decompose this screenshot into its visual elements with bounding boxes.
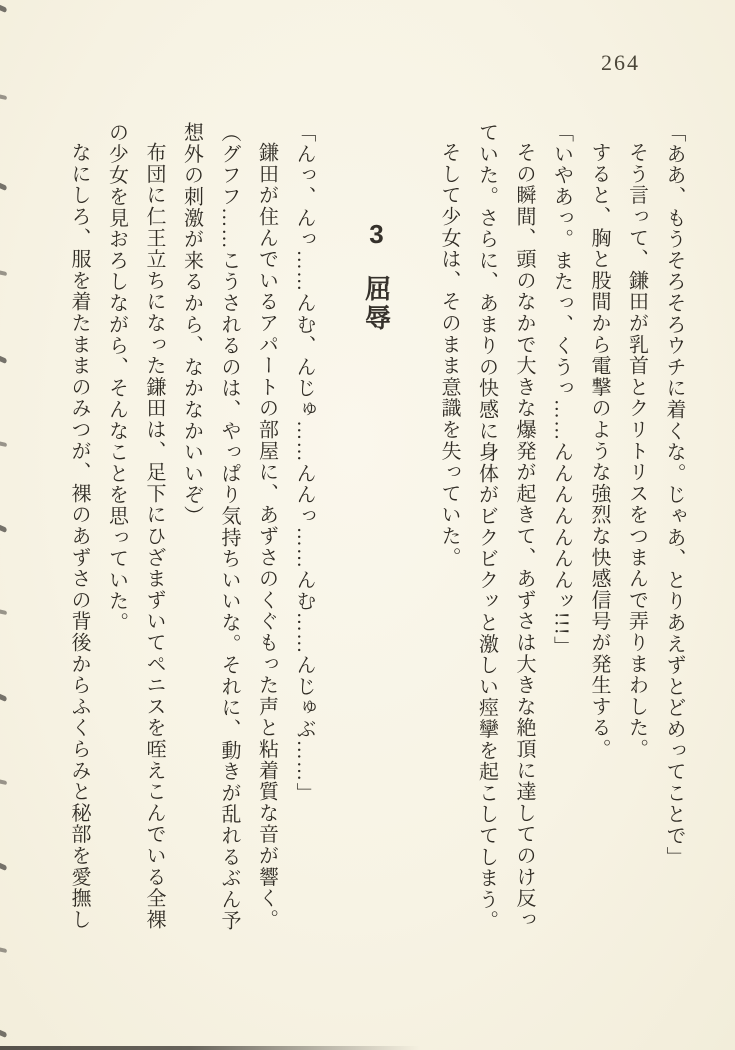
text-column: 「ああ、もうそろそろウチに着くな。じゃあ、とりあえずとどめってことで」	[663, 122, 685, 868]
text-column: 「いやあっ。またっ、くうっ……んんんんんんんッ!!!」	[550, 122, 573, 658]
binding-mark	[0, 609, 7, 615]
binding-mark	[0, 270, 7, 276]
text-column: その瞬間、頭のなかで大きな爆発が起きて、あずさは大きな絶頂に達してのけ反っ	[513, 142, 535, 931]
text-column: 布団に仁王立ちになった鎌田は、足下にひざまずいてペニスを咥えこんでいる全裸	[143, 142, 165, 931]
text-column: なにしろ、服を着たままのみつが、裸のあずさの背後からふくらみと秘部を愛撫し	[68, 142, 90, 931]
binding-mark	[0, 1029, 8, 1038]
binding-mark	[0, 779, 7, 785]
text-column: 「んっ、んっ……んむ、んじゅ……んんっ……んむ……んじゅぶ……」	[293, 122, 315, 804]
binding-mark	[0, 441, 7, 447]
binding-mark	[0, 862, 8, 871]
section-number: 3	[361, 219, 392, 252]
binding-mark	[0, 94, 7, 100]
text-column: の少女を見おろしながら、そんなことを思っていた。	[105, 122, 128, 634]
binding-mark	[0, 947, 7, 953]
text-column: すると、胸と股間から電撃のような強烈な快感信号が発生する。	[588, 142, 610, 760]
vertical-text-area	[68, 122, 685, 944]
binding-mark	[0, 182, 8, 191]
text-column: ていた。さらに、あまりの快感に身体がビクビクッと激しい痙攣を起こしてしまう。	[475, 122, 498, 932]
page-number: 264	[601, 50, 640, 75]
text-column: そう言って、鎌田が乳首とクリトリスをつまんで弄りまわした。	[625, 142, 648, 760]
binding-mark	[0, 4, 8, 13]
binding-mark	[0, 693, 8, 702]
binding-mark	[0, 524, 8, 533]
section-heading	[355, 122, 399, 944]
text-column: そして少女は、そのまま意識を失っていた。	[438, 142, 460, 568]
binding-mark	[0, 355, 8, 364]
page-edge-shadow	[0, 1046, 420, 1050]
text-column: 鎌田が住んでいるアパートの部屋に、あずさのくぐもった声と粘着質な音が響く。	[255, 142, 278, 931]
section-title: 屈辱	[361, 275, 392, 334]
text-column: （グフフ……こうされるのは、やっぱり気持ちいいな。それに、動きが乱れるぶん予	[218, 122, 240, 932]
text-column: 想外の刺激が来るから、なかなかいいぞ）	[180, 122, 203, 527]
